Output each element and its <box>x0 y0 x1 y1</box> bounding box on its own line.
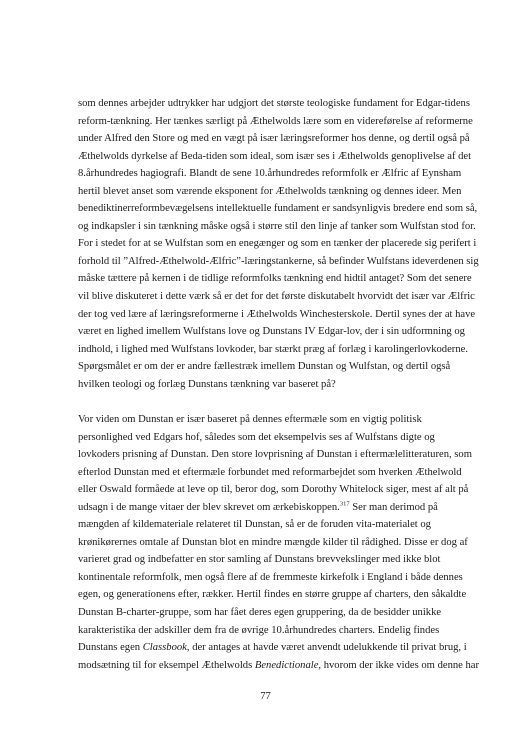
text-segment: Dunstans egen <box>78 642 143 654</box>
text-line: efterlod Dunstan med et eftermæle forbundet med reformarbejdet som hverken Æthelwold <box>78 466 462 478</box>
text-line: varieret grad og indbefatter en stor samling af Dunstans brevvekslinger med ikke blot <box>78 554 441 566</box>
text-line: været en lighed imellem Wulfstans love og Dunstans IV Edgar-lov, der i sin udformning og <box>78 326 465 338</box>
page-number: 77 <box>260 691 271 702</box>
paragraph-2 <box>78 411 480 674</box>
text-line: mængden af kildemateriale relateret til Dunstan, så er de foruden vita-materialet og <box>78 519 431 531</box>
italic-title-benedictionale: Benedictionale <box>254 659 319 671</box>
text-line: vil blive diskuteret i dette værk så er det for det første diskutabelt hvorvidt det især var Ælfric <box>78 291 475 303</box>
text-line: hertil blevet anset som værende eksponent for Æthelwolds tænkning og dennes ideer. Men <box>78 185 462 197</box>
text-line: Æthelwolds dyrkelse af Beda-tiden som ideal, som især ses i Æthelwolds genoplivelse af det <box>78 150 472 162</box>
text-line: som dennes arbejder udtrykker har udgjort det største teologiske fundament for Edgar-tidens <box>78 98 470 109</box>
italic-title-classbook: Classbook <box>142 642 187 654</box>
paragraph-1 <box>78 95 479 393</box>
text-line: lovkoders prisning af Dunstan. Den store lovprisning af Dunstan i eftermælelitteraturen, som <box>78 449 472 461</box>
text-line: Spørgsmålet er om der er andre fællestræk imellem Dunstan og Wulfstan, og dertil også <box>78 361 451 373</box>
text-line: måske tættere på kernen i de tidlige reformfolks tænkning end hidtil antaget? Som det senere <box>78 273 472 285</box>
text-line: karakteristika der adskiller dem fra de øvrige 10.århundredes charters. Endelig findes <box>78 624 440 636</box>
text-line: reform-tænkning. Her tænkes særligt på Æthelwolds lære som en videreførelse af reformerne <box>78 115 473 127</box>
text-segment: Ser man derimod på <box>349 501 438 513</box>
text-line: personlighed ved Edgars hof, således som det eksempelvis ses af Wulfstans digte og <box>78 431 435 443</box>
footnote-reference[interactable]: 317 <box>339 500 350 508</box>
text-line: egen, og generationens efter, rækker. Hertil findes en større gruppe af charters, den såkaldte <box>78 589 467 601</box>
text-line-with-italic <box>78 639 467 657</box>
text-segment: , hvorom der ikke vides om denne har <box>318 659 480 671</box>
text-line-with-footnote <box>78 499 458 517</box>
text-line: 8.århundredes hagiografi. Blandt de sene 10.århundredes reformfolk er Ælfric af Eynsham <box>78 168 462 180</box>
text-line: For i stedet for at se Wulfstan som en enegænger og som en tænker der placerede sig perifert i <box>78 238 477 250</box>
text-line: kontinentale reformfolk, men også flere af de fremmeste kirkefolk i England i både dennes <box>78 571 463 583</box>
text-line: og indkapsler i sin tænkning måske også i større stil den linje af tanker som Wulfstan stod for. <box>78 220 476 232</box>
text-line: Vor viden om Dunstan er især baseret på dennes eftermæle som en vigtig politisk <box>78 414 422 425</box>
text-line-with-italic <box>78 657 480 675</box>
text-line: benediktinerreformbevægelsens intellektuelle fundament er sandsynligvis bredere end som så, <box>78 203 478 215</box>
text-segment: modsætning til for eksempel Æthelwolds <box>78 659 255 671</box>
text-line: Dunstan B-charter-gruppe, som har fået deres egen gruppering, da de besidder unikke <box>78 607 442 619</box>
text-segment: udsagn i de mange vitaer der blev skrevet om ærkebiskoppen. <box>78 501 340 513</box>
text-line: krønikørernes omtale af Dunstan blot en mindre mængde kilder til rådighed. Disse er dog af <box>78 536 468 548</box>
text-line: eller Oswald formåede at leve op til, beror dog, som Dorothy Whitelock siger, mest af alt på <box>78 484 469 496</box>
text-segment: , der antages at havde været anvendt udelukkende til privat brug, i <box>186 642 467 654</box>
text-line: under Alfred den Store og med en vægt på især læringsreformer hos denne, og dertil også på <box>78 133 470 145</box>
text-line: der tog ved lære af læringsreformerne i Æthelwolds Winchesterskole. Dertil synes der at have <box>78 308 476 320</box>
text-line: indhold, i lighed med Wulfstans lovkoder, bar stærkt præg af forlæg i karolingerlovkoderne. <box>78 343 468 355</box>
text-line: forhold til ”Alfred-Æthelwold-Ælfric”-læringstankerne, så befinder Wulfstans ideverdenen sig <box>78 255 479 267</box>
text-line: hvilken teologi og forlæg Dunstans tænkning var baseret på? <box>78 378 336 390</box>
